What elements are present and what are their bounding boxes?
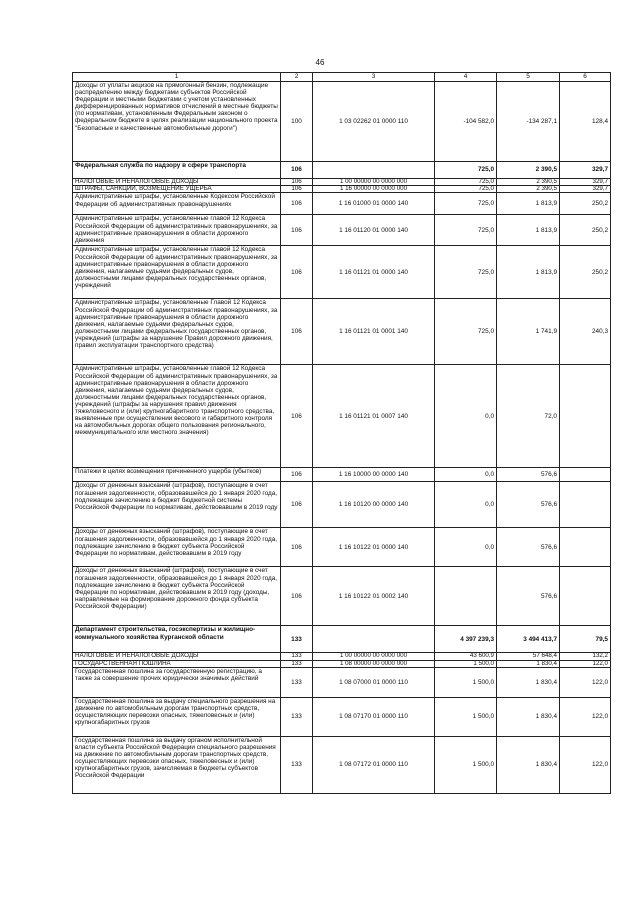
percent-cell: 250,2 xyxy=(560,246,611,299)
budget-code-cell: 1 08 07170 01 0000 110 xyxy=(313,697,435,736)
planned-amount-cell: 0,0 xyxy=(435,468,497,482)
row-description: ГОСУДАРСТВЕННАЯ ПОШЛИНА xyxy=(73,660,281,667)
actual-amount-cell: 576,6 xyxy=(497,567,560,626)
budget-code-cell: 1 08 07172 01 0000 110 xyxy=(313,736,435,793)
admin-code-cell: 106 xyxy=(281,567,313,626)
column-header: 3 xyxy=(313,73,435,82)
planned-amount-cell: 1 500,0 xyxy=(435,660,497,667)
budget-code-cell xyxy=(313,162,435,179)
actual-amount-cell: 2 390,5 xyxy=(497,179,560,186)
budget-code-cell: 1 16 10122 01 0000 140 xyxy=(313,528,435,567)
table-row xyxy=(73,567,611,626)
percent-cell xyxy=(560,567,611,626)
row-description: Доходы от денежных взысканий (штрафов), поступающие в счет погашения задолженности, образовавшейся до 1 января 2020 года, подлежащие зачислению в бюджет субъекта Российской Федерации по нормативам, действовавшим в 2019 году (доходы, направляемые на формирование дорожного фонда субъекта Российской Федерации) xyxy=(73,567,281,626)
table-row xyxy=(73,653,611,660)
percent-cell: 250,2 xyxy=(560,215,611,246)
actual-amount-cell: 3 494 413,7 xyxy=(497,626,560,653)
actual-amount-cell: 1 813,9 xyxy=(497,193,560,215)
budget-code-cell: 1 16 01000 01 0000 140 xyxy=(313,193,435,215)
row-description: Административные штрафы, установленные главой 12 Кодекса Российской Федерации об административных правонарушениях, за административные правонарушения в области дорожного движения xyxy=(73,215,281,246)
table-row xyxy=(73,162,611,179)
budget-code-cell: 1 03 02262 01 0000 110 xyxy=(313,82,435,162)
planned-amount-cell: 725,0 xyxy=(435,162,497,179)
budget-code-cell: 1 16 10000 00 0000 140 xyxy=(313,468,435,482)
admin-code-cell: 100 xyxy=(281,82,313,162)
planned-amount-cell: 1 500,0 xyxy=(435,667,497,697)
budget-code-cell: 1 16 01120 01 0000 140 xyxy=(313,215,435,246)
table-row xyxy=(73,193,611,215)
row-description: Федеральная служба по надзору в сфере транспорта xyxy=(73,162,281,179)
percent-cell: 250,2 xyxy=(560,193,611,215)
admin-code-cell: 133 xyxy=(281,626,313,653)
planned-amount-cell: 1 500,0 xyxy=(435,736,497,793)
row-description: Доходы от денежных взысканий (штрафов), поступающие в счет погашения задолженности, образовавшейся до 1 января 2020 года, подлежащие зачислению в бюджет бюджетной системы Российской Федерации по нормативам, действовавшим в 2019 году xyxy=(73,482,281,528)
table-row xyxy=(73,299,611,365)
planned-amount-cell: 0,0 xyxy=(435,528,497,567)
planned-amount-cell: 725,0 xyxy=(435,186,497,193)
table-row xyxy=(73,660,611,667)
row-description: Доходы от уплаты акцизов на прямогонный бензин, подлежащие распределению между бюджетами субъектов Российской Федерации и местными бюджетами с учетом установленных дифференцированных нормативов отчислений в местные бюджеты (по нормативам, установленным Федеральным законом о федеральном бюджете в целях реализации национального проекта "Безопасные и качественные автомобильные дороги") xyxy=(73,82,281,162)
planned-amount-cell: 4 397 239,3 xyxy=(435,626,497,653)
budget-code-cell: 1 00 00000 00 0000 000 xyxy=(313,653,435,660)
planned-amount-cell: 0,0 xyxy=(435,482,497,528)
actual-amount-cell: -134 287,1 xyxy=(497,82,560,162)
actual-amount-cell: 1 830,4 xyxy=(497,667,560,697)
planned-amount-cell xyxy=(435,567,497,626)
admin-code-cell: 133 xyxy=(281,667,313,697)
admin-code-cell: 106 xyxy=(281,246,313,299)
actual-amount-cell: 1 830,4 xyxy=(497,697,560,736)
admin-code-cell: 106 xyxy=(281,299,313,365)
actual-amount-cell: 1 741,9 xyxy=(497,299,560,365)
percent-cell xyxy=(560,468,611,482)
planned-amount-cell: 725,0 xyxy=(435,246,497,299)
table-row xyxy=(73,215,611,246)
admin-code-cell: 106 xyxy=(281,365,313,468)
row-description: Государственная пошлина за государственную регистрацию, а также за совершение прочих юридически значимых действий xyxy=(73,667,281,697)
actual-amount-cell: 1 813,9 xyxy=(497,246,560,299)
percent-cell xyxy=(560,365,611,468)
percent-cell: 122,0 xyxy=(560,667,611,697)
table-row xyxy=(73,667,611,697)
percent-cell xyxy=(560,482,611,528)
row-description: Государственная пошлина за выдачу органом исполнительной власти субъекта Российской Федерации специального разрешения на движение по автомобильным дорогам транспортных средств, осуществляющих перевозки опасных, тяжеловесных и (или) крупногабаритных грузов, зачисляемая в бюджеты субъектов Российской Федерации xyxy=(73,736,281,793)
budget-code-cell: 1 16 01121 01 0000 140 xyxy=(313,246,435,299)
percent-cell: 329,7 xyxy=(560,186,611,193)
budget-code-cell: 1 16 01121 01 0001 140 xyxy=(313,299,435,365)
table-row xyxy=(73,528,611,567)
column-header: 6 xyxy=(560,73,611,82)
planned-amount-cell: 725,0 xyxy=(435,299,497,365)
column-header: 5 xyxy=(497,73,560,82)
percent-cell: 329,7 xyxy=(560,162,611,179)
row-description: Административные штрафы, установленные главой 12 Кодекса Российской Федерации об административных правонарушениях, за административные правонарушения в области дорожного движения, налагаемые судьями федеральных судов, должностными лицами федеральных государственных органов, учреждений (штрафы за нарушения правил движения тяжеловесного и (или) крупногабаритного транспортного средства, выявленные при осуществлении весового и габаритного контроля на автомобильных дорогах общего пользования регионального, межмуниципального или местного значения) xyxy=(73,365,281,468)
actual-amount-cell: 2 390,5 xyxy=(497,186,560,193)
table-row xyxy=(73,365,611,468)
table-row xyxy=(73,179,611,186)
planned-amount-cell: 725,0 xyxy=(435,193,497,215)
admin-code-cell: 106 xyxy=(281,162,313,179)
actual-amount-cell: 72,0 xyxy=(497,365,560,468)
planned-amount-cell: 0,0 xyxy=(435,365,497,468)
budget-code-cell: 1 16 00000 00 0000 000 xyxy=(313,186,435,193)
admin-code-cell: 133 xyxy=(281,736,313,793)
percent-cell: 79,5 xyxy=(560,626,611,653)
budget-code-cell: 1 16 01121 01 0007 140 xyxy=(313,365,435,468)
table-row xyxy=(73,626,611,653)
planned-amount-cell: 1 500,0 xyxy=(435,697,497,736)
admin-code-cell: 106 xyxy=(281,468,313,482)
budget-code-cell: 1 00 00000 00 0000 000 xyxy=(313,179,435,186)
budget-code-cell: 1 08 00000 00 0000 000 xyxy=(313,660,435,667)
percent-cell: 128,4 xyxy=(560,82,611,162)
planned-amount-cell: 43 600,9 xyxy=(435,653,497,660)
row-description: НАЛОГОВЫЕ И НЕНАЛОГОВЫЕ ДОХОДЫ xyxy=(73,179,281,186)
budget-code-cell: 1 16 10122 01 0002 140 xyxy=(313,567,435,626)
table-row xyxy=(73,736,611,793)
budget-code-cell: 1 16 10120 00 0000 140 xyxy=(313,482,435,528)
admin-code-cell: 106 xyxy=(281,215,313,246)
row-description: Административные штрафы, установленные Главой 12 Кодекса Российской Федерации об административных правонарушениях, за административные правонарушения в области дорожного движения, налагаемые судьями федеральных судов, должностными лицами федеральных государственных органов, учреждений (штрафы за нарушение Правил дорожного движения, правил эксплуатации транспортного средства) xyxy=(73,299,281,365)
row-description: Доходы от денежных взысканий (штрафов), поступающие в счет погашения задолженности, образовавшейся до 1 января 2020 года, подлежащие зачислению в бюджет субъекта Российской Федерации по нормативам, действовавшим в 2019 году xyxy=(73,528,281,567)
admin-code-cell: 133 xyxy=(281,653,313,660)
table-row xyxy=(73,482,611,528)
column-header: 2 xyxy=(281,73,313,82)
planned-amount-cell: 725,0 xyxy=(435,215,497,246)
revenue-table xyxy=(72,72,611,794)
admin-code-cell: 106 xyxy=(281,179,313,186)
row-description: Платежи в целях возмещения причиненного ущерба (убытков) xyxy=(73,468,281,482)
row-description: Административные штрафы, установленные главой 12 Кодекса Российской Федерации об административных правонарушениях, за административные правонарушения в области дорожного движения, налагаемые судьями федеральных судов, должностными лицами федеральных государственных органов, учреждений xyxy=(73,246,281,299)
row-description: ШТРАФЫ, САНКЦИИ, ВОЗМЕЩЕНИЕ УЩЕРБА xyxy=(73,186,281,193)
actual-amount-cell: 576,6 xyxy=(497,528,560,567)
budget-code-cell xyxy=(313,626,435,653)
percent-cell: 122,0 xyxy=(560,697,611,736)
table-row xyxy=(73,82,611,162)
actual-amount-cell: 57 648,4 xyxy=(497,653,560,660)
percent-cell: 240,3 xyxy=(560,299,611,365)
planned-amount-cell: 725,0 xyxy=(435,179,497,186)
table-header-row xyxy=(73,73,611,82)
table-row xyxy=(73,186,611,193)
budget-code-cell: 1 08 07000 01 0000 110 xyxy=(313,667,435,697)
table-row xyxy=(73,246,611,299)
actual-amount-cell: 1 813,9 xyxy=(497,215,560,246)
actual-amount-cell: 1 830,4 xyxy=(497,660,560,667)
row-description: Департамент строительства, госэкспертизы и жилищно-коммунального хозяйства Курганской области xyxy=(73,626,281,653)
percent-cell: 122,0 xyxy=(560,736,611,793)
planned-amount-cell: -104 582,0 xyxy=(435,82,497,162)
row-description: Административные штрафы, установленные Кодексом Российской Федерации об административных правонарушениях xyxy=(73,193,281,215)
row-description: НАЛОГОВЫЕ И НЕНАЛОГОВЫЕ ДОХОДЫ xyxy=(73,653,281,660)
actual-amount-cell: 576,6 xyxy=(497,482,560,528)
actual-amount-cell: 576,6 xyxy=(497,468,560,482)
admin-code-cell: 106 xyxy=(281,186,313,193)
percent-cell: 122,0 xyxy=(560,660,611,667)
percent-cell: 132,2 xyxy=(560,653,611,660)
admin-code-cell: 133 xyxy=(281,697,313,736)
column-header: 1 xyxy=(73,73,281,82)
admin-code-cell: 106 xyxy=(281,193,313,215)
actual-amount-cell: 1 830,4 xyxy=(497,736,560,793)
admin-code-cell: 106 xyxy=(281,482,313,528)
percent-cell: 329,7 xyxy=(560,179,611,186)
percent-cell xyxy=(560,528,611,567)
column-header: 4 xyxy=(435,73,497,82)
admin-code-cell: 133 xyxy=(281,660,313,667)
page-number: 46 xyxy=(315,58,325,67)
row-description: Государственная пошлина за выдачу специального разрешения на движение по автомобильным дорогам транспортных средств, осуществляющих перевозки опасных, тяжеловесных и (или) крупногабаритных грузов xyxy=(73,697,281,736)
admin-code-cell: 106 xyxy=(281,528,313,567)
table-row xyxy=(73,468,611,482)
table-body xyxy=(73,82,611,794)
actual-amount-cell: 2 390,5 xyxy=(497,162,560,179)
table-row xyxy=(73,697,611,736)
